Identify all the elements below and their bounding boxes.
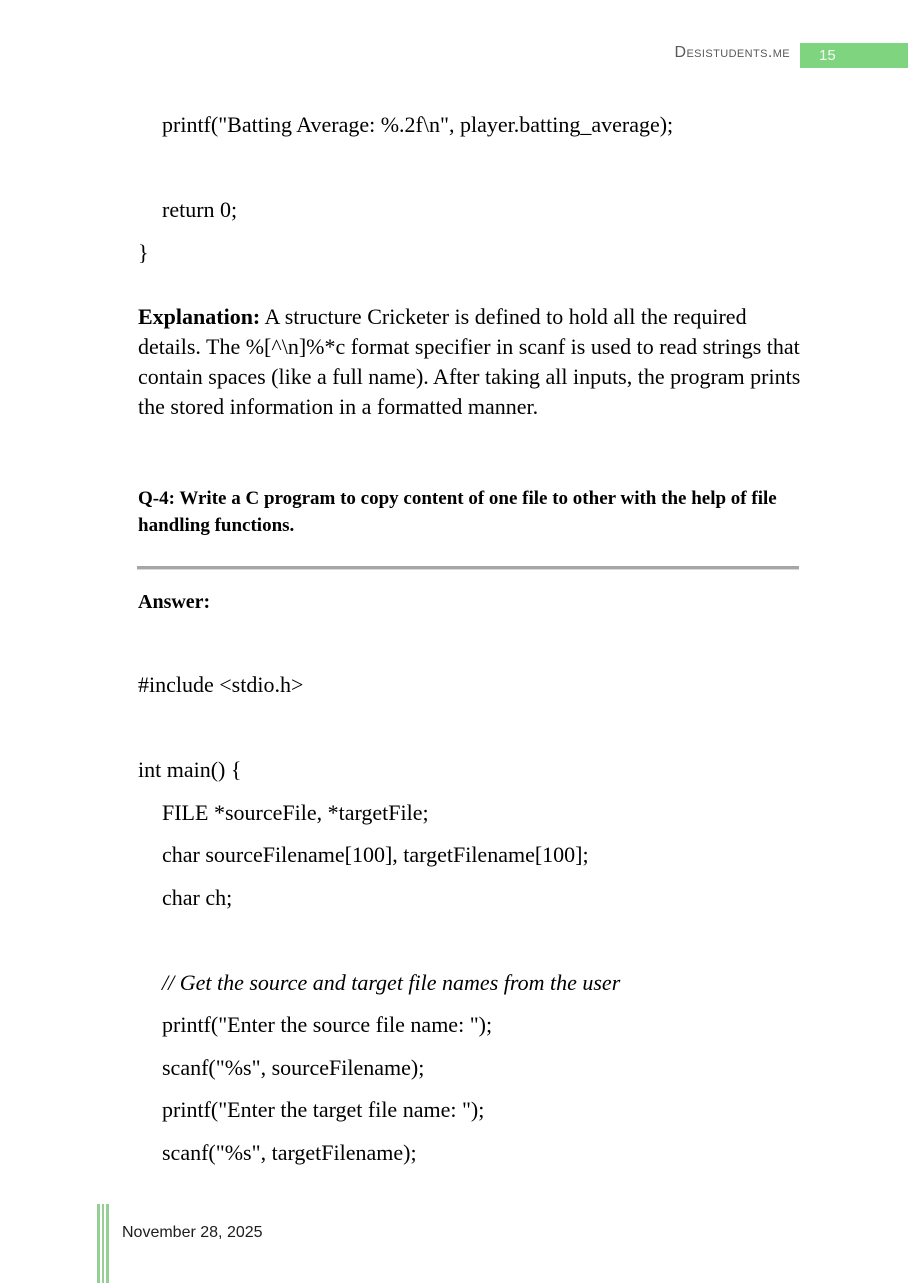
code-line: // Get the source and target file names from the user (162, 969, 621, 995)
code-line: scanf("%s", sourceFilename); (162, 1054, 425, 1080)
code-block-previous-answer (138, 104, 673, 274)
code-line: FILE *sourceFile, *targetFile; (162, 799, 429, 825)
horizontal-rule (137, 566, 799, 570)
footer-accent-bar (97, 1204, 100, 1283)
code-line: return 0; (162, 197, 238, 222)
explanation-label: Explanation: (138, 304, 261, 329)
footer-accent-bar (102, 1204, 105, 1283)
answer-label: Answer: (138, 591, 211, 613)
question-q4-heading: Q-4: Write a C program to copy content of one file to other with the help of file handling functions. (138, 488, 777, 536)
code-line: char sourceFilename[100], targetFilename[100]; (162, 842, 589, 867)
code-line: #include <stdio.h> (138, 672, 304, 697)
code-line (138, 919, 620, 962)
code-line (138, 147, 673, 190)
footer-accent-bars (97, 1204, 109, 1283)
footer-date: November 28, 2025 (122, 1224, 263, 1241)
code-line (138, 707, 620, 750)
footer-accent-bar (106, 1204, 109, 1283)
code-line: printf("Enter the source file name: "); (162, 1012, 493, 1037)
code-line: } (138, 239, 149, 265)
header-site-name: Desistudents.me (674, 44, 790, 61)
page-number-badge: 15 (800, 43, 908, 68)
code-line: int main() { (138, 757, 242, 782)
code-block-file-copy-program (138, 664, 620, 1174)
code-line: printf("Enter the target file name: "); (162, 1097, 485, 1122)
code-line: char ch; (162, 884, 233, 910)
code-line: scanf("%s", targetFilename); (162, 1139, 417, 1165)
explanation-paragraph (138, 302, 806, 422)
code-line: printf("Batting Average: %.2f\n", player.batting_average); (162, 112, 674, 137)
explanation-body: A structure Cricketer is defined to hold all the required details. The %[^\n]%*c format specifier in scanf is used to read strings that contain spaces (like a full name). After taking all inputs, the program prints the stored information in a formatted manner. (138, 304, 801, 419)
